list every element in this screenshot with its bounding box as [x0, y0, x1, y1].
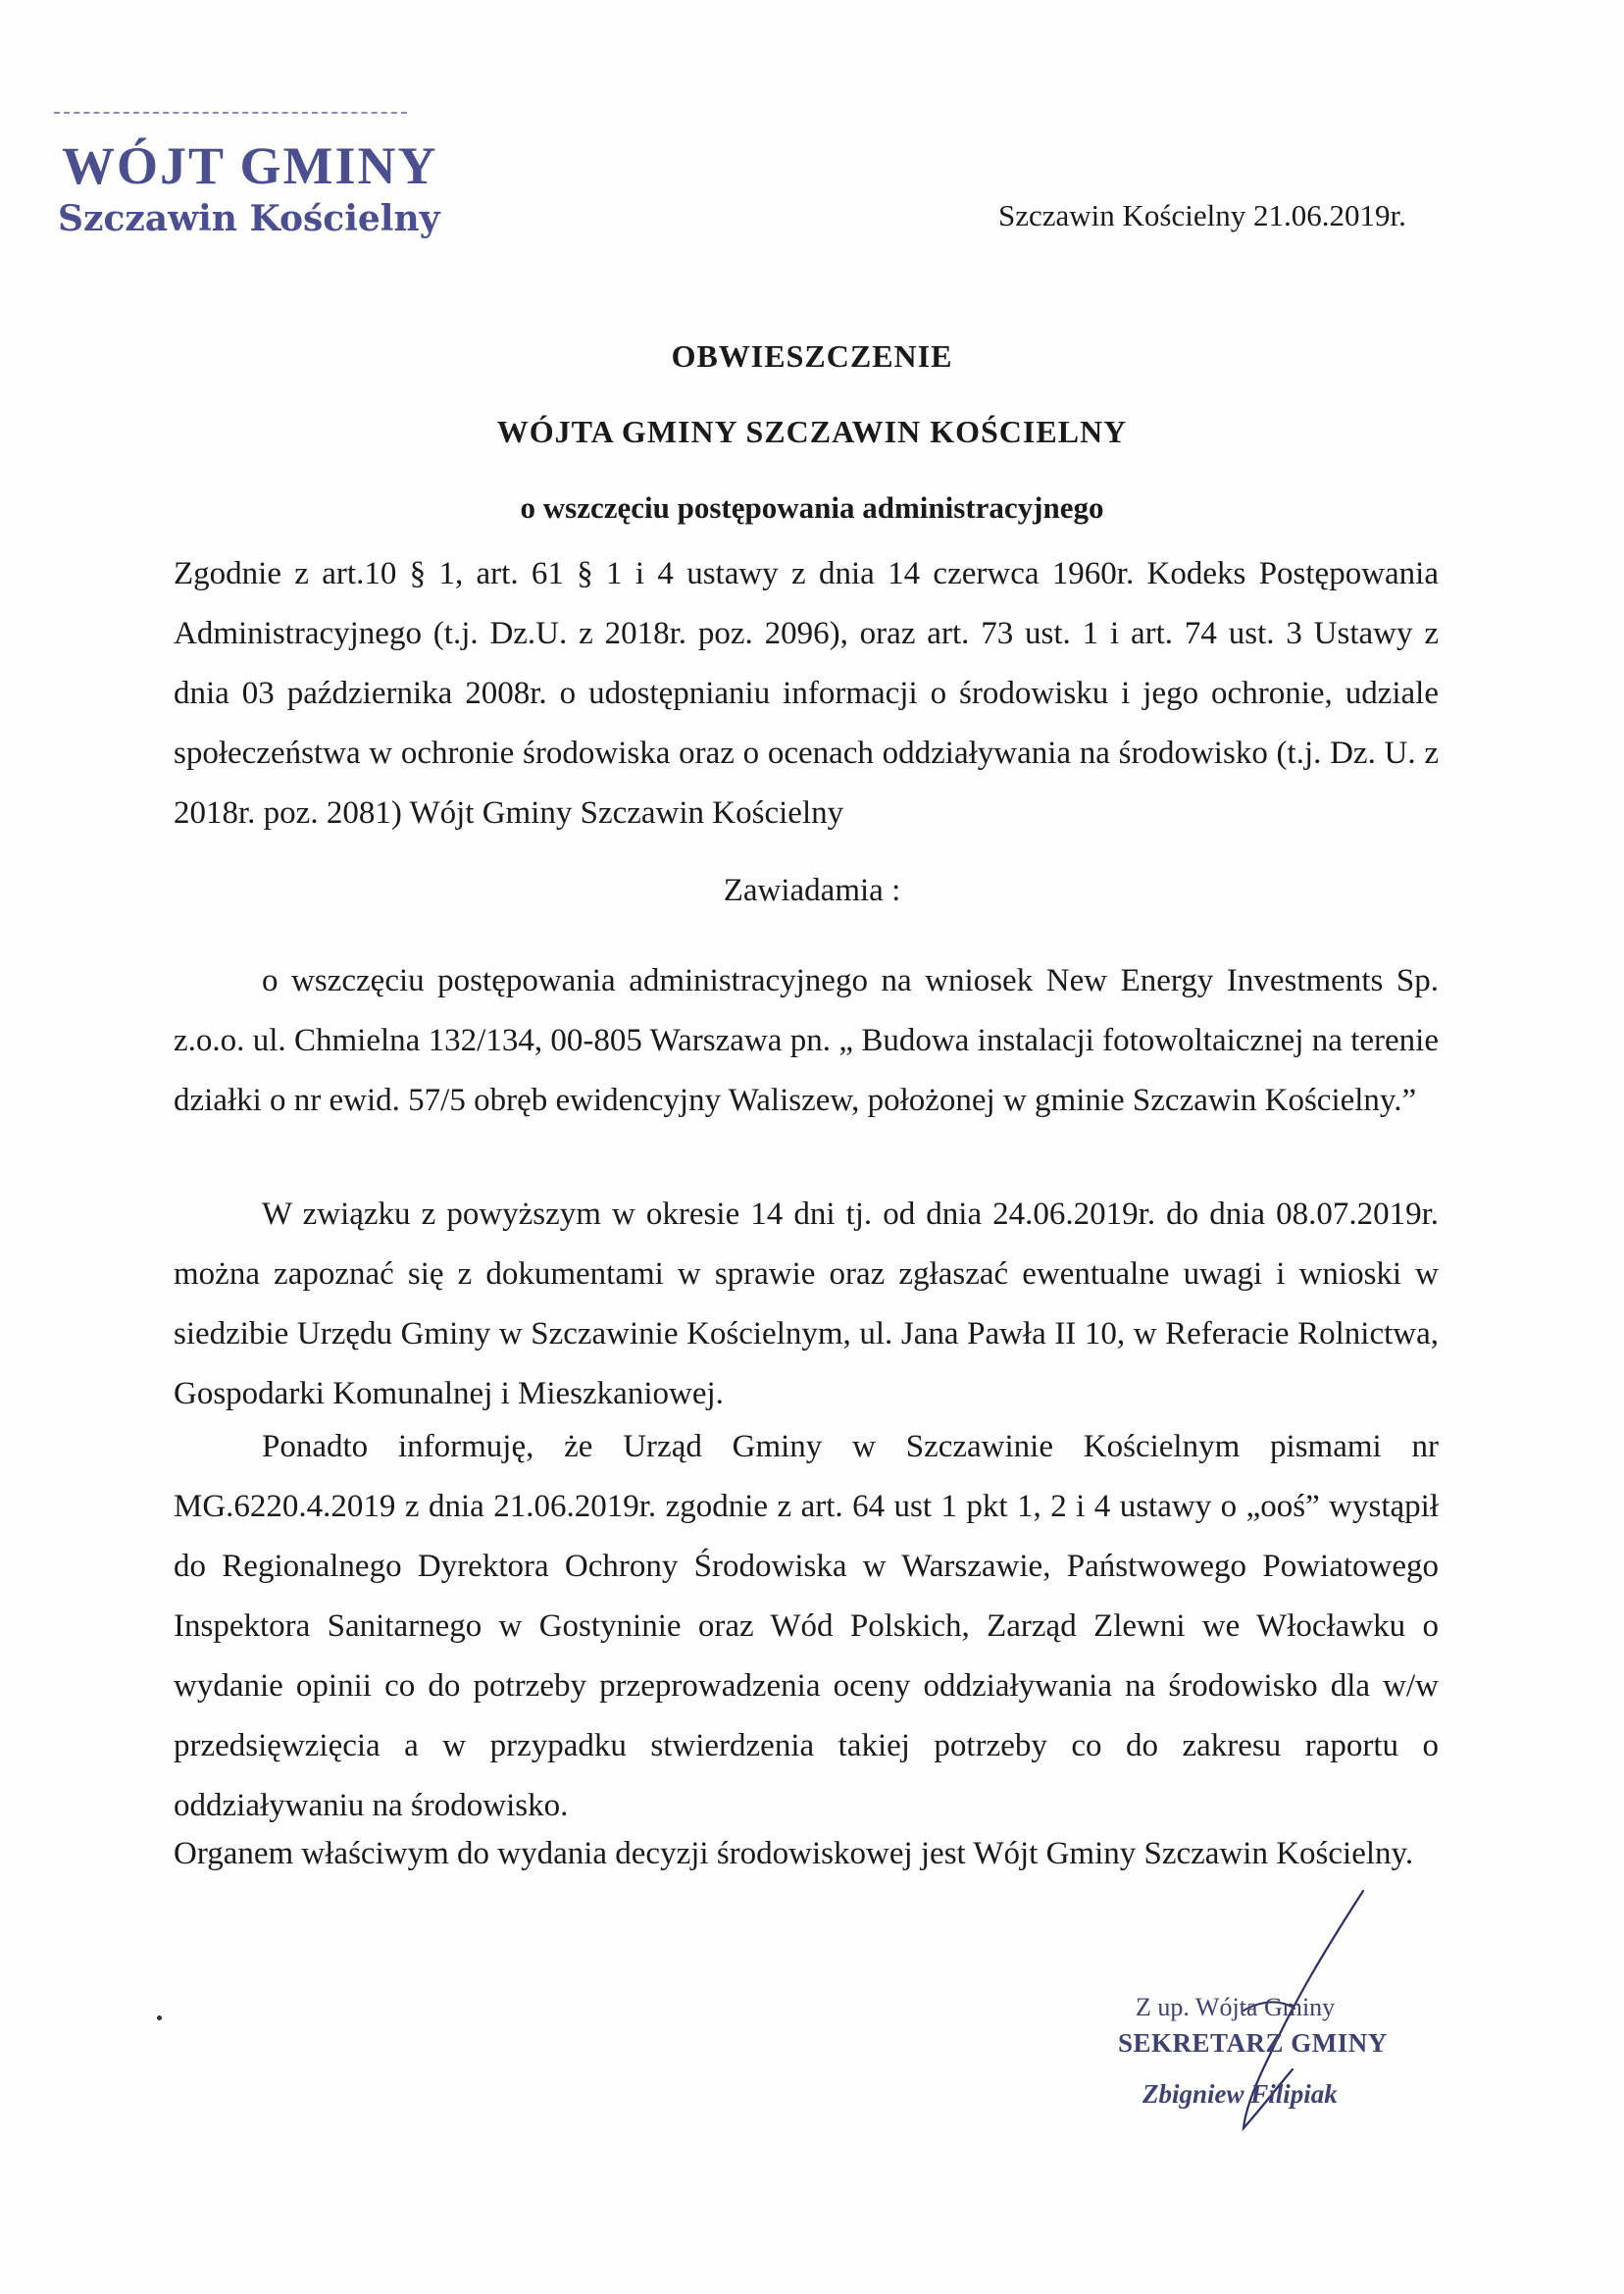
document-subject: o wszczęciu postępowania administracyjnego [520, 490, 1104, 525]
stamp-subtitle: Szczawin Kościelny [58, 198, 440, 239]
signature-name: Zbigniew Filipiak [1142, 2079, 1338, 2109]
place-and-date: Szczawin Kościelny 21.06.2019r. [998, 198, 1406, 232]
notify-heading: Zawiadamia : [723, 873, 901, 908]
stamp-title: WÓJT GMINY [62, 136, 438, 195]
signature-block [1069, 1883, 1442, 2138]
signature-authorization: Z up. Wójta Gminy [1136, 1993, 1336, 2021]
paragraph-proceeding: o wszczęciu postępowania administracyjnego na wniosek New Energy Investments Sp. z.o.o. ul. Chmielna 132/134, 00-805 Warszawa pn. „ Budowa instalacji fotowoltaicznej na terenie działki o nr ewid. 57/5 obręb ewidencyjny Waliszew, położonej w gminie Szczawin Kościelny.” [174, 963, 1439, 1118]
paragraph-opinions: Ponadto informuję, że Urząd Gminy w Szczawinie Kościelnym pismami nr MG.6220.4.2019 z dnia 21.06.2019r. zgodnie z art. 64 ust 1 pkt 1, 2 i 4 ustawy o „ooś” wystąpił do Regionalnego Dyrektora Ochrony Środowiska w Warszawie, Państwowego Powiatowego Inspektora Sanitarnego w Gostyninie oraz Wód Polskich, Zarząd Zlewni we Włocławku o wydanie opinii co do potrzeby przeprowadzenia oceny oddziaływania na środowisko dla w/w przedsięwzięcia a w przypadku stwierdzenia takiej potrzeby co do zakresu raportu o oddziaływaniu na środowisko. [174, 1429, 1439, 1823]
stamp-rule [54, 112, 407, 114]
signature-position: SEKRETARZ GMINY [1118, 2028, 1388, 2058]
stray-mark [157, 2015, 162, 2020]
official-stamp [54, 108, 440, 245]
document-title: OBWIESZCZENIE [671, 338, 953, 374]
paragraph-competent-authority: Organem właściwym do wydania decyzji środowiskowej jest Wójt Gminy Szczawin Kościelny. [174, 1836, 1414, 1871]
document-issuer: WÓJTA GMINY SZCZAWIN KOŚCIELNY [496, 414, 1128, 449]
intro-paragraph: Zgodnie z art.10 § 1, art. 61 § 1 i 4 ustawy z dnia 14 czerwca 1960r. Kodeks Postępowania Administracyjnego (t.j. Dz.U. z 2018r. poz. 2096), oraz art. 73 ust. 1 i art. 74 ust. 3 Ustawy z dnia 03 października 2008r. o udostępnianiu informacji o środowisku i jego ochronie, udziale społeczeństwa w ochronie środowiska oraz o ocenach oddziaływania na środowisko (t.j. Dz. U. z 2018r. poz. 2081) Wójt Gminy Szczawin Kościelny [174, 556, 1439, 831]
paragraph-documents-access: W związku z powyższym w okresie 14 dni tj. od dnia 24.06.2019r. do dnia 08.07.2019r. można zapoznać się z dokumentami w sprawie oraz zgłaszać ewentualne uwagi i wnioski w siedzibie Urzędu Gminy w Szczawinie Kościelnym, ul. Jana Pawła II 10, w Referacie Rolnictwa, Gospodarki Komunalnej i Mieszkaniowej. [174, 1197, 1439, 1411]
